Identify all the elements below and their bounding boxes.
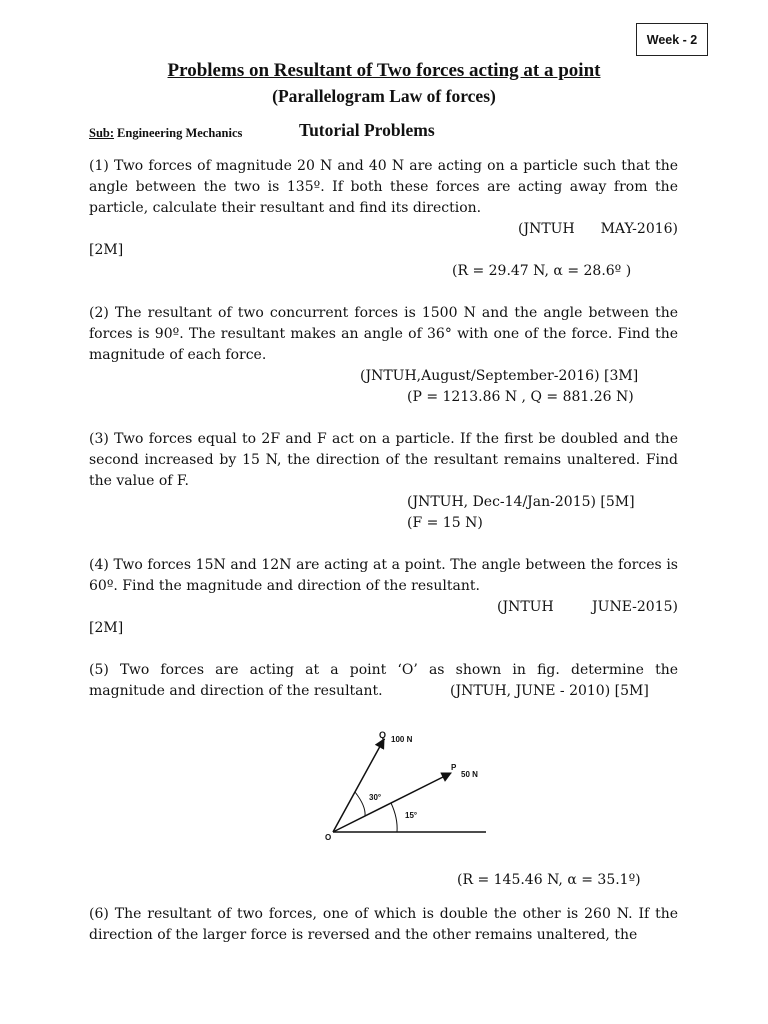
- q-label: Q: [379, 730, 387, 740]
- p-force-label: 50 N: [461, 770, 478, 779]
- problem-5-ref: (JNTUH, JUNE - 2010) [5M]: [450, 683, 649, 699]
- section-heading: Tutorial Problems: [299, 120, 435, 140]
- problem-1-ref-a: (JNTUH: [518, 221, 575, 237]
- page-subtitle: (Parallelogram Law of forces): [272, 86, 496, 106]
- subject-value: Engineering Mechanics: [117, 126, 243, 140]
- subject-label: Sub:: [89, 126, 115, 140]
- problem-2-text: (2) The resultant of two concurrent forces is 1500 N and the angle between the forces is 90º. The resultant makes an angle of 36° with one of the force. Find the magnitude of each force.: [89, 305, 678, 363]
- problem-4-ref-b: JUNE-2015): [592, 599, 678, 615]
- angle-arc-30: [355, 792, 365, 816]
- problem-4-marks: [2M]: [89, 620, 124, 636]
- force-p-arrow: [333, 773, 451, 832]
- origin-label: O: [325, 833, 332, 842]
- problem-1-ref-b: MAY-2016): [600, 221, 678, 237]
- problem-5-answer: (R = 145.46 N, α = 35.1º): [457, 872, 641, 888]
- page-title: Problems on Resultant of Two forces acting at a point: [167, 60, 601, 81]
- angle-30-label: 30°: [369, 793, 382, 802]
- force-q-arrow: [333, 739, 384, 832]
- problem-4-ref-a: (JNTUH: [497, 599, 554, 615]
- angle-arc-15: [391, 803, 397, 832]
- problem-5-line2: magnitude and direction of the resultant.: [89, 683, 383, 699]
- problem-1-text: (1) Two forces of magnitude 20 N and 40 N are acting on a particle such that the angle between the two is 135º. If both these forces are acting away from the particle, calculate their resultant and find its direction.: [89, 158, 678, 216]
- problem-1-marks: [2M]: [89, 242, 124, 258]
- problem-3-answer: (F = 15 N): [407, 515, 483, 531]
- problem-3-ref: (JNTUH, Dec-14/Jan-2015) [5M]: [407, 494, 635, 510]
- problem-6-text: (6) The resultant of two forces, one of which is double the other is 260 N. If the direction of the larger force is reversed and the other remains unaltered, the: [89, 906, 678, 943]
- p-label: P: [451, 763, 457, 772]
- angle-15-label: 15°: [405, 811, 418, 820]
- week-badge: Week - 2: [636, 23, 708, 56]
- subject-line: [89, 124, 242, 142]
- problem-4-text: (4) Two forces 15N and 12N are acting at a point. The angle between the forces is 60º. Find the magnitude and direction of the resultant.: [89, 557, 678, 594]
- force-diagram: [318, 726, 490, 846]
- problem-2-answer: (P = 1213.86 N , Q = 881.26 N): [407, 389, 634, 405]
- problem-5-line1: (5) Two forces are acting at a point ‘O’ as shown in fig. determine the: [89, 662, 678, 678]
- q-force-label: 100 N: [391, 735, 413, 744]
- problem-1-answer: (R = 29.47 N, α = 28.6º ): [452, 263, 632, 279]
- problem-3-text: (3) Two forces equal to 2F and F act on a particle. If the first be doubled and the second increased by 15 N, the direction of the resultant remains unaltered. Find the value of F.: [89, 431, 678, 489]
- problem-2-ref: (JNTUH,August/September-2016) [3M]: [360, 368, 639, 384]
